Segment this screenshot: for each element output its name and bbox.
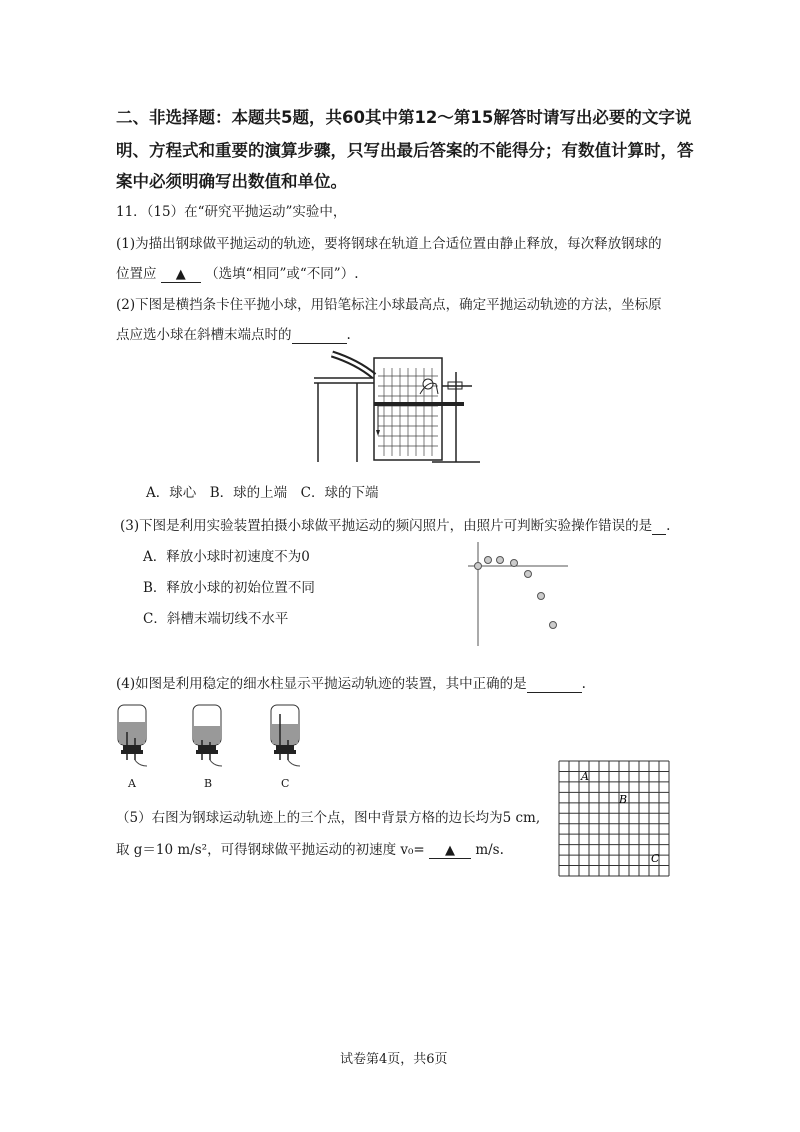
part4-stem [116, 672, 586, 693]
part5-unit: m/s. [475, 842, 504, 858]
part1-line1: (1)为描出钢球做平抛运动的轨迹，要将钢球在轨道上合适位置由静止释放，每次释放钢球的 [116, 236, 662, 252]
part5-line2 [116, 838, 504, 859]
part1-suffix: （选填“相同”或“不同”）. [205, 266, 359, 282]
part5-answer-blank[interactable] [429, 842, 471, 859]
grid-point-a-label: A [581, 770, 589, 783]
part2-line1: (2)下图是横挡条卡住平抛小球，用铅笔标注小球最高点，确定平抛运动轨迹的方法，坐标原 [116, 297, 662, 313]
bottle-b-figure [190, 702, 230, 772]
part4-answer-blank[interactable] [527, 676, 582, 693]
part3-period: . [666, 518, 671, 534]
part3-stem [120, 514, 670, 535]
bottle-c-label: C [281, 777, 290, 790]
apparatus-figure [312, 352, 482, 467]
part5-line1: （5）右图为钢球运动轨迹上的三个点，图中背景方格的边长均为5 cm, [116, 810, 541, 826]
part2-answer-blank[interactable] [292, 327, 347, 344]
section-header-line2: 明、方程式和重要的演算步骤，只写出最后答案的不能得分；有数值计算时，答 [116, 141, 694, 160]
part2-options: A．球心 B．球的上端 C．球的下端 [146, 485, 379, 501]
grid-point-b-label: B [619, 793, 628, 806]
section-header-line3: 案中必须明确写出数值和单位。 [116, 172, 347, 191]
part2-period: . [346, 327, 351, 343]
part3-text: (3)下图是利用实验装置拍摄小球做平抛运动的频闪照片，由照片可判断实验操作错误的是 [120, 518, 653, 534]
part1-line2 [116, 262, 359, 283]
part3-option-a: A．释放小球时初速度不为0 [143, 549, 310, 565]
answer-triangle-icon: ▲ [445, 843, 456, 858]
trajectory-grid-figure [558, 760, 670, 877]
page-footer: 试卷第4页，共6页 [340, 1052, 448, 1067]
part3-answer-blank[interactable] [652, 518, 666, 535]
part3-option-b: B．释放小球的初始位置不同 [143, 580, 315, 596]
grid-point-c-label: C [651, 852, 660, 865]
part1-prefix: 位置应 [116, 266, 157, 282]
question-11-header: 11．（15）在“研究平抛运动”实验中， [116, 204, 347, 220]
bottle-a-label: A [128, 777, 136, 790]
strobe-photo-figure [462, 538, 572, 648]
answer-triangle-icon: ▲ [175, 267, 186, 282]
bottle-a-figure [115, 702, 155, 772]
part4-period: . [581, 676, 586, 692]
part2-text: 点应选小球在斜槽末端点时的 [116, 327, 292, 343]
part3-option-c: C．斜槽末端切线不水平 [143, 611, 289, 627]
part2-line2 [116, 323, 351, 344]
part5-text: 取 g＝10 m/s²，可得钢球做平抛运动的初速度 v₀= [116, 842, 425, 858]
bottle-b-label: B [204, 777, 213, 790]
bottle-c-figure [268, 702, 308, 772]
section-header-line1: 二、非选择题：本题共5题，共60其中第12～第15解答时请写出必要的文字说 [116, 108, 692, 127]
part4-text: (4)如图是利用稳定的细水柱显示平抛运动轨迹的装置，其中正确的是 [116, 676, 527, 692]
part1-answer-blank[interactable] [161, 266, 201, 283]
